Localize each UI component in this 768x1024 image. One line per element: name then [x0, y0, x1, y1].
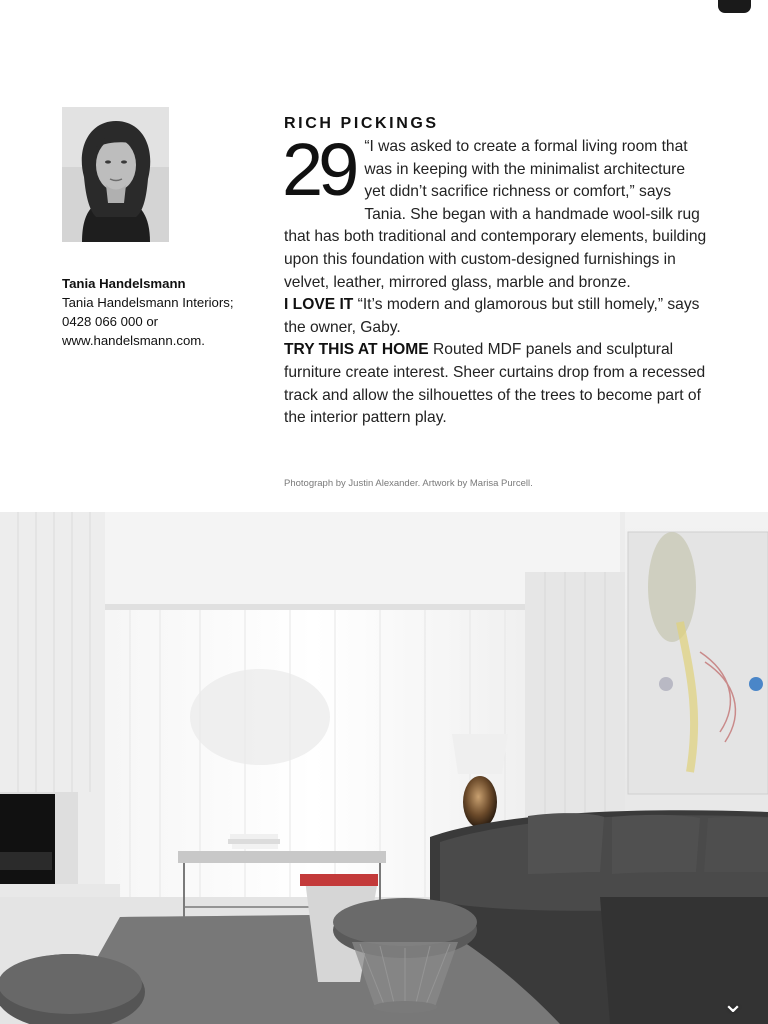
designer-portrait [62, 107, 169, 242]
double-chevron-down-icon[interactable]: ⌄︎ [722, 988, 744, 1018]
try-paragraph [284, 339, 710, 429]
love-label: I LOVE IT [284, 296, 354, 314]
try-text: Routed MDF panels and sculptural furniture create interest. Sheer curtains drop from a recessed track and allow the silhouettes of the trees to become part of the interior pattern play. [284, 341, 706, 427]
intro-paragraph [282, 128, 710, 294]
intro-text: “I was asked to create a formal living room that was in keeping with the minimalist architecture yet didn’t sacrifice richness or comfort,” says Tania. She began with a handmade wool-silk rug that has both traditional and contemporary elements, building upon this foundation with custom-designed furnishings in velvet, leather, mirrored glass, marble and bronze. [284, 138, 707, 291]
section-title: RICH PICKINGS [284, 115, 439, 132]
try-label: TRY THIS AT HOME [284, 341, 429, 359]
designer-website[interactable]: www.handelsmann.com. [62, 333, 205, 348]
designer-bio [62, 274, 272, 350]
photo-credit: Photograph by Justin Alexander. Artwork by Marisa Purcell. [284, 478, 533, 489]
article [284, 112, 710, 430]
entry-number: 29 [282, 128, 355, 211]
corner-tab [718, 0, 751, 13]
living-room-photo [0, 512, 768, 1024]
love-paragraph [284, 294, 710, 339]
designer-name: Tania Handelsmann [62, 276, 186, 291]
designer-company: Tania Handelsmann Interiors; [62, 295, 234, 310]
love-text: “It’s modern and glamorous but still homely,” says the owner, Gaby. [284, 296, 700, 336]
designer-phone: 0428 066 000 or [62, 314, 159, 329]
